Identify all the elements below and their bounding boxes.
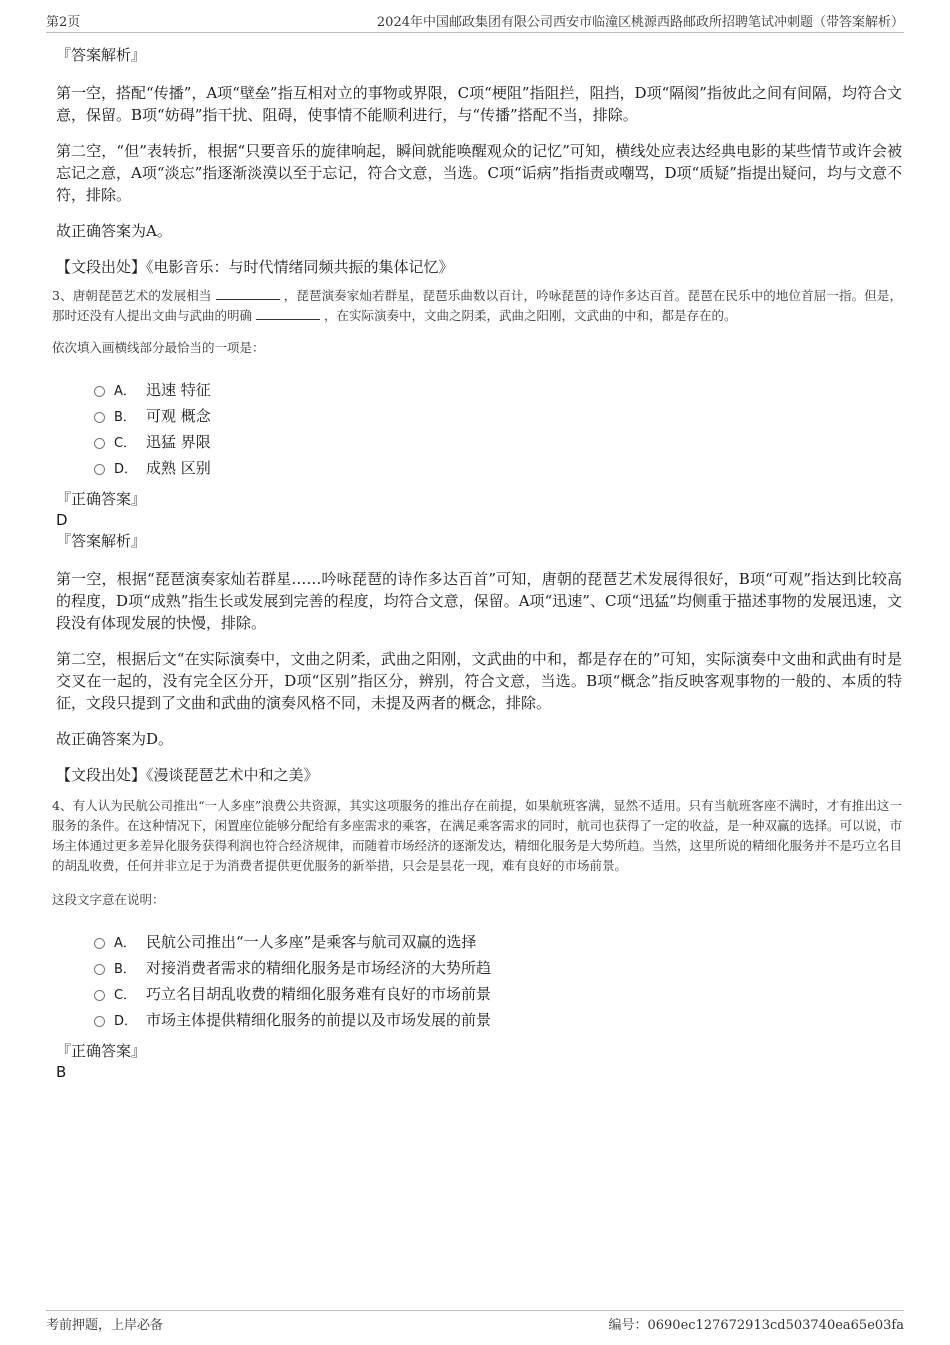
option-text: 可观 概念 xyxy=(146,406,211,425)
fill-blank xyxy=(256,307,320,320)
page-number: 第2页 xyxy=(46,15,81,30)
question-text-part: ，琵琶演奏家灿若群星，琵琶乐曲数以百计，吟咏琵琶的诗作多达百首。琵琶在民乐中的地位首屈一指。但是，那时还没有人提出文曲与武曲的明确 xyxy=(52,288,902,323)
radio-icon[interactable] xyxy=(94,438,105,449)
question-4-text: 4、有人认为民航公司推出“一人多座”浪费公共资源，其实这项服务的推出存在前提，如果航班客满，显然不适用。只有当航班客座不满时，才有推出这一服务的条件。在这种情况下，闲置座位能够分配给有多座需求的乘客，在满足乘客需求的同时，航司也获得了一定的收益，是一种双赢的选择。可以说，市场主体通过更多差异化服务获得利润也符合经济规律，而随着市场经济的逐渐发达，精细化服务是大势所趋。当然，这里所说的精细化服务并不是巧立名目的胡乱收费，任何并非立足于为消费者提供更优服务的新举措，只会是昙花一现，难有良好的市场前景。 xyxy=(52,798,903,873)
option-letter: C． xyxy=(114,435,137,451)
option-text: 迅猛 界限 xyxy=(146,432,211,451)
radio-icon[interactable] xyxy=(94,938,105,949)
option-text: 对接消费者需求的精细化服务是市场经济的大势所趋 xyxy=(146,958,492,977)
option-text: 民航公司推出“一人多座”是乘客与航司双赢的选择 xyxy=(146,932,477,951)
option-b[interactable] xyxy=(94,402,902,428)
document-id: 编号：0690ec127672913cd503740ea65e03fa xyxy=(608,1318,904,1333)
option-c[interactable] xyxy=(94,428,902,454)
analysis-paragraph: 第一空，搭配“传播”，A项“壁垒”指互相对立的事物或界限，C项“梗阻”指阻拦，阻挡，D项“隔阂”指彼此之间有间隔，均符合文意，保留。B项“妨碍”指干扰、阻碍，使事情不能顺利进行，与“传播”搭配不当，排除。 xyxy=(56,84,902,124)
option-letter: A． xyxy=(114,935,136,951)
option-letter: D． xyxy=(114,461,138,477)
option-letter: B． xyxy=(114,961,136,977)
question-text-part: ，在实际演奏中，文曲之阴柔，武曲之阳刚，文武曲的中和，都是存在的。 xyxy=(323,308,737,323)
document-title: 2024年中国邮政集团有限公司西安市临潼区桃源西路邮政所招聘笔试冲刺题（带答案解析） xyxy=(376,15,904,30)
question-prompt: 依次填入画横线部分最恰当的一项是： xyxy=(52,340,265,355)
option-b[interactable] xyxy=(94,954,902,980)
question-text-part: 3、唐朝琵琶艺术的发展相当 xyxy=(52,288,212,303)
page-content xyxy=(52,44,903,1082)
radio-icon[interactable] xyxy=(94,964,105,975)
correct-answer-label: 『正确答案』 xyxy=(56,490,147,508)
analysis-paragraph: 第一空，根据“琵琶演奏家灿若群星……吟咏琵琶的诗作多达百首”可知，唐朝的琵琶艺术发展得很好，B项“可观”指达到比较高的程度，D项“成熟”指生长或发展到完善的程度，均符合文意，保留。A项“迅速”、C项“迅猛”均侧重于描述事物的发展迅速，文段没有体现发展的快慢，排除。 xyxy=(56,570,902,632)
fill-blank xyxy=(216,287,280,300)
option-text: 迅速 特征 xyxy=(146,380,211,399)
option-a[interactable] xyxy=(94,376,902,402)
option-d[interactable] xyxy=(94,454,902,480)
option-text: 巧立名目胡乱收费的精细化服务难有良好的市场前景 xyxy=(146,984,492,1003)
question-prompt: 这段文字意在说明： xyxy=(52,892,165,907)
correct-answer-label: 『正确答案』 xyxy=(56,1042,147,1060)
source-citation: 【文段出处】《电影音乐：与时代情绪同频共振的集体记忆》 xyxy=(56,258,454,276)
option-letter: A． xyxy=(114,383,136,399)
analysis-label: 『答案解析』 xyxy=(56,46,147,64)
radio-icon[interactable] xyxy=(94,1016,105,1027)
radio-icon[interactable] xyxy=(94,412,105,423)
analysis-paragraph: 第二空，根据后文“在实际演奏中，文曲之阴柔，武曲之阳刚，文武曲的中和，都是存在的”可知，实际演奏中文曲和武曲有时是交叉在一起的，没有完全区分开，D项“区别”指区分，辨别，符合文意，当选。B项“概念”指反映客观事物的一般的、本质的特征，文段只提到了文曲和武曲的演奏风格不同，未提及两者的概念，排除。 xyxy=(56,650,902,712)
analysis-label: 『答案解析』 xyxy=(56,532,147,550)
option-d[interactable] xyxy=(94,1006,902,1032)
option-letter: C． xyxy=(114,987,137,1003)
radio-icon[interactable] xyxy=(94,386,105,397)
correct-answer: D xyxy=(56,511,68,529)
question-3-text xyxy=(52,286,902,326)
conclusion: 故正确答案为A。 xyxy=(56,222,172,240)
radio-icon[interactable] xyxy=(94,464,105,475)
source-citation: 【文段出处】《漫谈琵琶艺术中和之美》 xyxy=(56,766,319,784)
option-letter: B． xyxy=(114,409,136,425)
conclusion: 故正确答案为D。 xyxy=(56,730,174,748)
option-a[interactable] xyxy=(94,928,902,954)
option-text: 成熟 区别 xyxy=(146,458,211,477)
question-3-options xyxy=(94,376,902,480)
page-header xyxy=(46,12,904,33)
question-4-options xyxy=(94,928,902,1032)
page-footer xyxy=(46,1310,904,1333)
correct-answer: B xyxy=(56,1063,67,1081)
analysis-paragraph: 第二空，“但”表转折，根据“只要音乐的旋律响起，瞬间就能唤醒观众的记忆”可知，横线处应表达经典电影的某些情节或许会被忘记之意，A项“淡忘”指逐渐淡漠以至于忘记，符合文意，当选。C项“诟病”指指责或嘲骂，D项“质疑”指提出疑问，均与文意不符，排除。 xyxy=(56,142,902,204)
option-letter: D． xyxy=(114,1013,138,1029)
option-c[interactable] xyxy=(94,980,902,1006)
footer-slogan: 考前押题，上岸必备 xyxy=(46,1318,164,1333)
option-text: 市场主体提供精细化服务的前提以及市场发展的前景 xyxy=(146,1010,492,1029)
radio-icon[interactable] xyxy=(94,990,105,1001)
